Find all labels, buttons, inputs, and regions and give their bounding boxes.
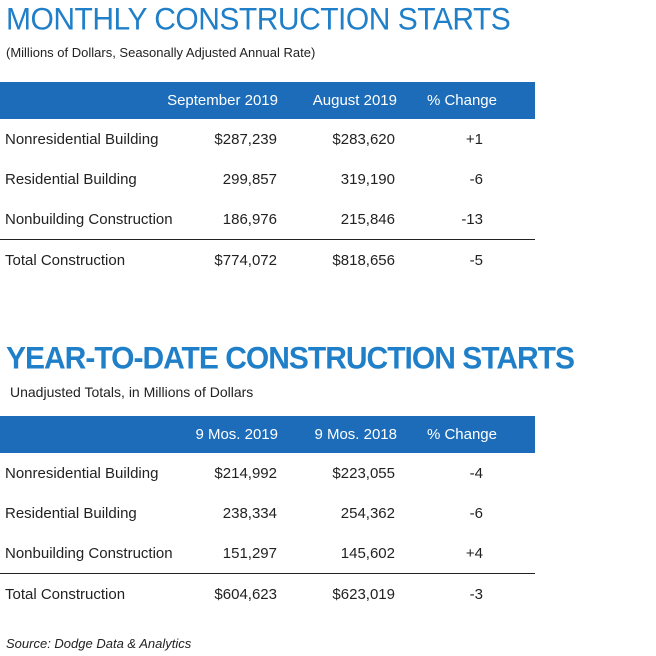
table-row xyxy=(0,119,535,159)
monthly-table-header xyxy=(0,82,535,119)
cell-value: 215,846 xyxy=(340,211,395,228)
cell-change: -6 xyxy=(469,171,483,188)
table-row xyxy=(0,159,535,199)
row-label: Residential Building xyxy=(5,171,137,188)
cell-value: $604,623 xyxy=(214,586,277,603)
row-label: Nonresidential Building xyxy=(5,465,159,482)
column-header: % Change xyxy=(426,92,497,109)
ytd-title: YEAR-TO-DATE CONSTRUCTION STARTS xyxy=(6,341,574,376)
cell-value: $774,072 xyxy=(214,252,277,269)
cell-change: -6 xyxy=(469,505,483,522)
monthly-subtitle: (Millions of Dollars, Seasonally Adjusted Annual Rate) xyxy=(6,45,316,60)
cell-change: -3 xyxy=(469,586,483,603)
total-row xyxy=(0,573,535,614)
source-note: Source: Dodge Data & Analytics xyxy=(6,636,192,651)
row-label: Nonbuilding Construction xyxy=(5,545,173,562)
column-header: 9 Mos. 2019 xyxy=(195,426,278,443)
cell-value: 186,976 xyxy=(222,211,277,228)
row-label: Nonresidential Building xyxy=(5,131,159,148)
monthly-table xyxy=(0,82,535,280)
column-header: 9 Mos. 2018 xyxy=(314,426,397,443)
cell-value: $223,055 xyxy=(332,465,395,482)
cell-value: $287,239 xyxy=(214,131,277,148)
cell-value: $214,992 xyxy=(214,465,277,482)
column-header: % Change xyxy=(426,426,497,443)
cell-value: 151,297 xyxy=(222,545,277,562)
cell-value: 238,334 xyxy=(222,505,277,522)
row-label: Nonbuilding Construction xyxy=(5,211,173,228)
monthly-title: MONTHLY CONSTRUCTION STARTS xyxy=(6,2,511,37)
table-row xyxy=(0,199,535,239)
column-header: September 2019 xyxy=(167,92,278,109)
cell-change: +4 xyxy=(465,545,483,562)
row-label: Residential Building xyxy=(5,505,137,522)
ytd-table-header xyxy=(0,416,535,453)
cell-change: +1 xyxy=(465,131,483,148)
cell-value: 299,857 xyxy=(222,171,277,188)
column-header: August 2019 xyxy=(312,92,397,109)
cell-change: -13 xyxy=(461,211,483,228)
cell-value: $818,656 xyxy=(332,252,395,269)
ytd-table xyxy=(0,416,535,614)
table-row xyxy=(0,533,535,573)
cell-change: -4 xyxy=(469,465,483,482)
row-label: Total Construction xyxy=(5,252,126,269)
cell-value: $623,019 xyxy=(332,586,395,603)
cell-value: $283,620 xyxy=(332,131,395,148)
row-label: Total Construction xyxy=(5,586,126,603)
ytd-subtitle: Unadjusted Totals, in Millions of Dollars xyxy=(10,384,254,400)
table-row xyxy=(0,493,535,533)
cell-value: 319,190 xyxy=(340,171,395,188)
total-row xyxy=(0,239,535,280)
cell-change: -5 xyxy=(469,252,483,269)
table-row xyxy=(0,453,535,493)
cell-value: 254,362 xyxy=(340,505,395,522)
cell-value: 145,602 xyxy=(340,545,395,562)
